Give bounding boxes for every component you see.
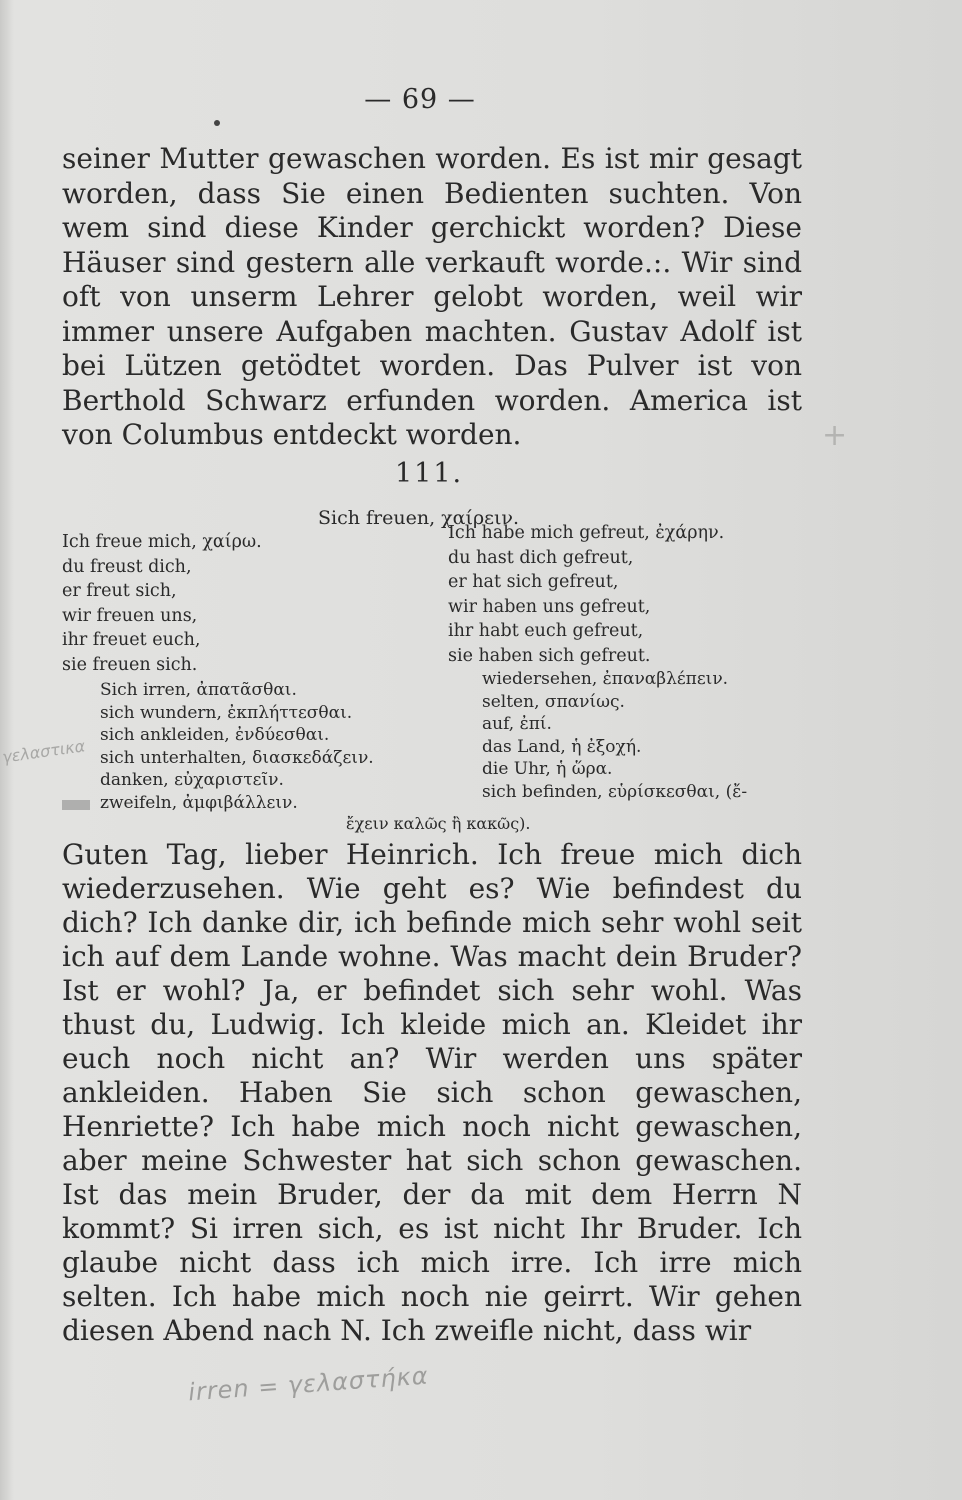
vocab-entry: auf, ἐπί. (482, 714, 552, 734)
pencil-margin-note: γελαστικα (1, 736, 87, 767)
vocab-entry: danken, εὐχαριστεῖν. (100, 770, 284, 790)
vocab-entry: die Uhr, ἡ ὥρα. (482, 759, 613, 779)
vocab-entry: sich ankleiden, ἐνδύεσθαι. (100, 725, 330, 745)
conjugation-line: er freut sich, (62, 581, 177, 601)
vocab-entry: sich unterhalten, διασκεδάζειν. (100, 747, 374, 768)
conjugation-line: sie haben sich gefreut. (448, 645, 651, 666)
ink-dot (214, 120, 220, 126)
conjugation-line: Ich habe mich gefreut, ἐχάρην. (448, 523, 725, 543)
section-heading: Sich freuen, χαίρειν. (318, 507, 520, 529)
conjugation-present (62, 530, 262, 677)
vocab-entry: sich wundern, ἐκπλήττεσθαι. (100, 702, 353, 723)
conjugation-line: ihr habt euch gefreut, (448, 621, 644, 641)
conjugation-perfect (448, 521, 724, 668)
conjugation-line: wir haben uns gefreut, (448, 596, 651, 617)
conjugation-line: du freust dich, (62, 556, 192, 577)
vocab-entry: selten, σπανίως. (482, 691, 625, 712)
vocabulary-left (100, 679, 374, 814)
conjugation-line: du hast dich gefreut, (448, 547, 634, 568)
pencil-handwritten-note: irren = γελαστήκα (187, 1361, 430, 1407)
paragraph-passive-examples: seiner Mutter gewaschen worden. Es ist mir gesagt worden, dass Sie einen Bedienten suchten. Von wem sind diese Kinder gerchickt worden? Diese Häuser sind gestern alle verkauft worde.:. Wir sind oft von unserm Lehrer gelobt worden, weil wir immer unsere Aufgaben machten. Gustav Adolf ist bei Lützen getödtet worden. Das Pulver ist von Berthold Schwarz erfunden worden. America ist von Columbus entdeckt worden. (62, 142, 802, 451)
conjugation-line: ihr freuet euch, (62, 630, 201, 650)
section-number: 111. (395, 458, 464, 489)
pencil-mark: + (822, 418, 848, 453)
vocab-entry-continuation: ἔχειν καλῶς ἢ κακῶς). (346, 814, 531, 833)
vocab-entry: wiedersehen, ἐπαναβλέπειν. (482, 669, 729, 689)
library-stamp (62, 800, 90, 810)
conjugation-line: Ich freue mich, χαίρω. (62, 532, 262, 552)
vocabulary-right (482, 668, 747, 803)
conjugation-line: wir freuen uns, (62, 605, 198, 626)
page-number: — 69 — (364, 84, 476, 115)
vocab-entry: das Land, ἡ ἐξοχή. (482, 736, 642, 757)
paragraph-dialogue: Guten Tag, lieber Heinrich. Ich freue mich dich wiederzusehen. Wie geht es? Wie befindest du dich? Ich danke dir, ich befinde mich sehr wohl seit ich auf dem Lande wohne. Was macht dein Bruder? Ist er wohl? Ja, er befindet sich sehr wohl. Was thust du, Ludwig. Ich kleide mich an. Kleidet ihr euch noch nicht an? Wir werden uns später ankleiden. Haben Sie sich schon gewaschen, Henriette? Ich habe mich noch nicht gewaschen, aber meine Schwester hat sich schon gewaschen. Ist das mein Bruder, der da mit dem Herrn N kommt? Si irren sich, es ist nicht Ihr Bruder. Ich glaube nicht dass ich mich irre. Ich irre mich selten. Ich habe mich noch nie geirrt. Wir gehen diesen Abend nach N. Ich zweifle nicht, dass wir (62, 838, 802, 1347)
vocab-entry: zweifeln, ἀμφιβάλλειν. (100, 792, 298, 813)
vocab-entry: Sich irren, ἀπατᾶσθαι. (100, 680, 297, 700)
vocab-entry: sich befinden, εὑρίσκεσθαι, (ἔ- (482, 781, 748, 802)
conjugation-line: er hat sich gefreut, (448, 572, 619, 592)
conjugation-line: sie freuen sich. (62, 654, 198, 675)
